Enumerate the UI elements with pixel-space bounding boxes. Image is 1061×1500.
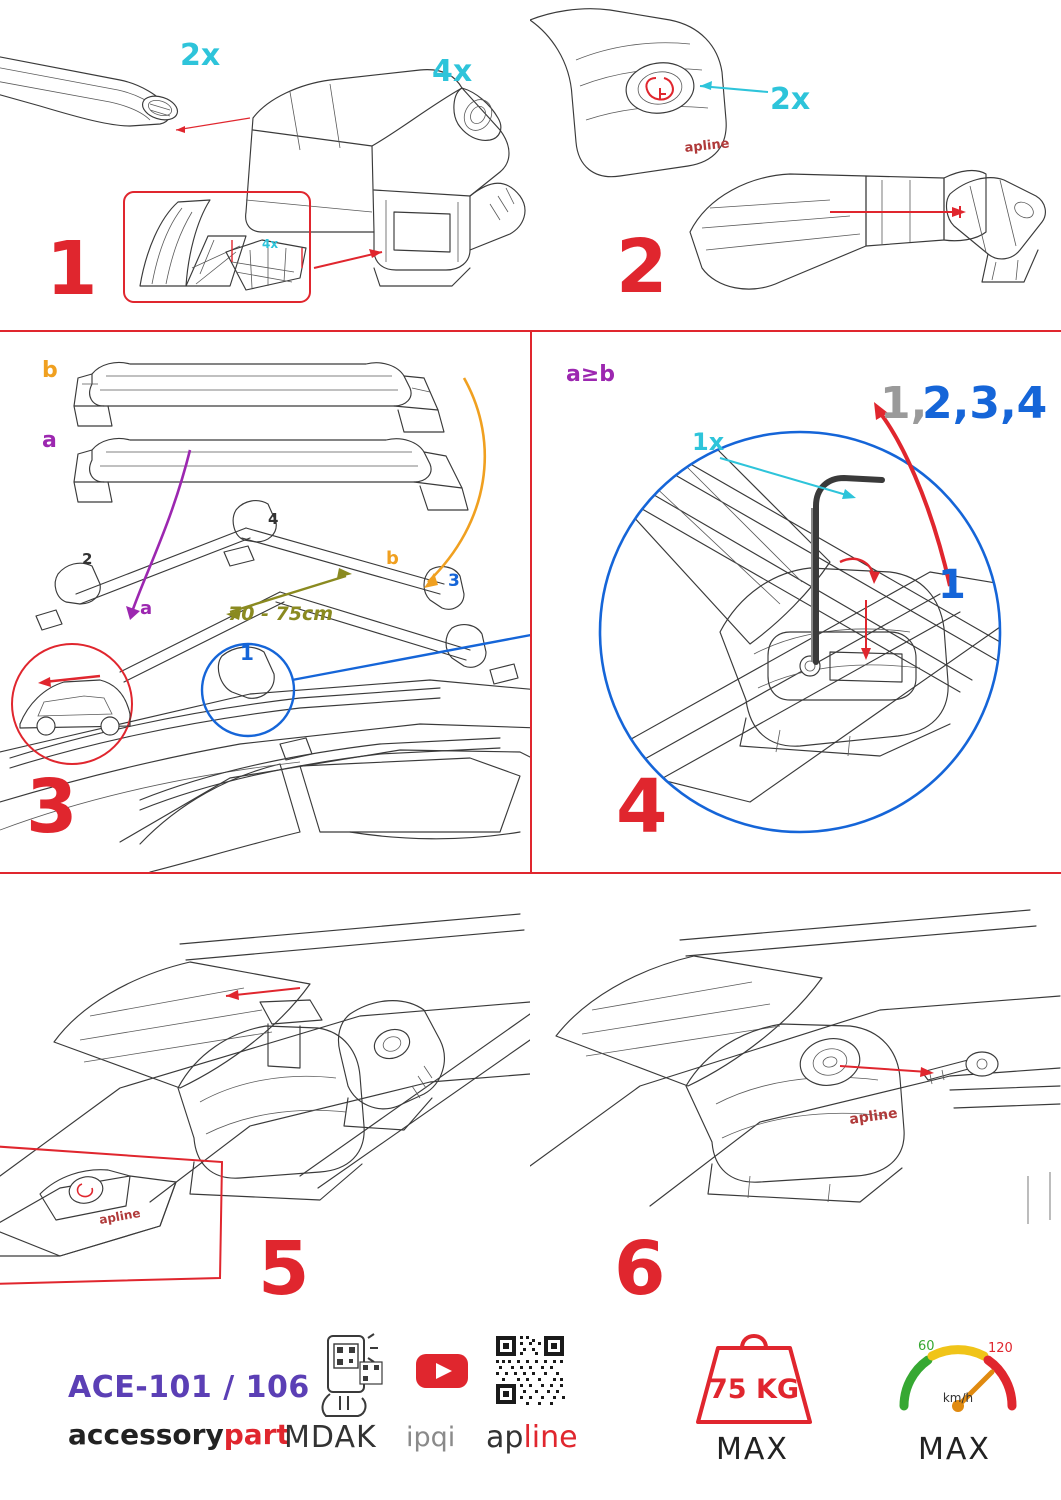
foot-1-label: 1 (240, 641, 254, 665)
step-2-qty-2x: 2x (770, 82, 811, 117)
brand-ipqi-part1: ipqi (406, 1422, 456, 1453)
brand-mdak-part1: MD (284, 1420, 335, 1455)
arrow-b-label: b (386, 548, 399, 569)
speed-tick-high: 120 (988, 1341, 1013, 1356)
direction-inset-circle (12, 644, 132, 764)
step-6-number: 6 (614, 1226, 664, 1312)
step-1-qty-4x: 4x (432, 54, 473, 89)
brand-apline-mark: apline (683, 136, 731, 156)
brand-accessorypart-part2: part (223, 1418, 290, 1451)
step-4-turns-label: 1x (692, 428, 725, 456)
bar-b-label: b (42, 358, 58, 383)
speed-tick-low: 60 (918, 1339, 935, 1354)
step-4-sequence-blue: 2,3,4 (922, 378, 1048, 429)
foot-2-label: 2 (82, 550, 93, 568)
step-4-number: 4 (616, 764, 666, 850)
brand-apline-mark-step6: apline (848, 1105, 899, 1128)
arrow-a-label: a (140, 598, 153, 619)
step-1-number: 1 (46, 226, 96, 312)
bar-a-label: a (42, 428, 57, 453)
step-2-number: 2 (616, 224, 666, 310)
speed-unit-label: km/h (942, 1391, 974, 1405)
qr-code-icon[interactable] (494, 1334, 566, 1406)
max-speed-caption: MAX (918, 1432, 991, 1467)
max-load-value: 75 KG (708, 1374, 800, 1405)
max-speed-icon (888, 1310, 1028, 1420)
brand-accessorypart (68, 1418, 290, 1451)
foot-3-label: 3 (448, 571, 460, 591)
distance-label: 70 - 75cm (228, 603, 334, 625)
max-load-caption: MAX (716, 1432, 789, 1467)
scan-qr-icon (310, 1332, 384, 1422)
inset-qty-label: 4x (262, 237, 279, 251)
brand-apline-mark-inset: apline (98, 1205, 142, 1227)
step-2-illustration (530, 0, 1061, 330)
comparison-label: a≥b (566, 362, 616, 387)
step-4-sequence-grey: 1, (880, 378, 928, 429)
brand-apline (486, 1420, 578, 1455)
step-6-illustration (530, 876, 1061, 1296)
youtube-icon[interactable] (414, 1350, 470, 1392)
step-3-number: 3 (26, 764, 76, 850)
brand-ipqi (406, 1422, 455, 1453)
brand-accessorypart-part1: accessory (68, 1418, 224, 1451)
step-3-illustration (0, 332, 530, 872)
brand-mdak (284, 1420, 377, 1455)
foot-4-label: 4 (268, 510, 279, 528)
step-5-number: 5 (258, 1226, 308, 1312)
brand-apline-part2: line (523, 1420, 578, 1455)
step-1-qty-2x: 2x (180, 38, 221, 73)
step-4-callout-1: 1 (938, 562, 966, 608)
max-load-icon (684, 1318, 824, 1428)
brand-apline-part1: ap (486, 1420, 524, 1455)
product-model-label: ACE-101 / 106 (68, 1370, 310, 1405)
section-divider-2 (0, 872, 1061, 874)
brand-mdak-part2: AK (334, 1420, 377, 1455)
